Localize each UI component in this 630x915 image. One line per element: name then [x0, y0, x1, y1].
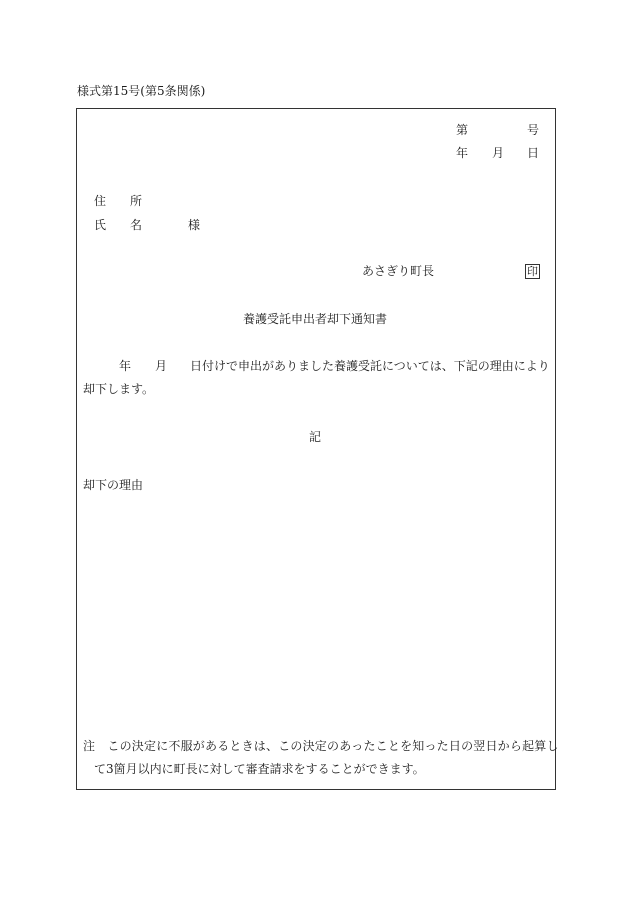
- date-day: 日: [527, 146, 540, 160]
- date-month: 月: [492, 146, 505, 160]
- address-label-char1: 住: [94, 194, 107, 208]
- note-line-2: て3箇月以内に町長に対して審査請求をすることができます。: [94, 762, 425, 776]
- name-label-char1: 氏: [94, 218, 107, 232]
- body-line-1: 日付けで申出がありました養護受託については、下記の理由により: [190, 359, 550, 373]
- body-line-2: 却下します。: [83, 382, 155, 396]
- honorific: 様: [188, 218, 201, 232]
- seal-mark: 印: [527, 265, 538, 278]
- document-frame: [76, 108, 556, 790]
- form-number: 様式第15号(第5条関係): [77, 84, 206, 98]
- name-label-char2: 名: [130, 218, 143, 232]
- body-year: 年: [119, 359, 132, 373]
- address-label-char2: 所: [130, 194, 143, 208]
- sender-title: あさぎり町長: [362, 264, 435, 278]
- number-prefix: 第: [456, 123, 469, 137]
- document-title: 養護受託申出者却下通知書: [242, 312, 387, 326]
- ki-heading: 記: [308, 430, 321, 444]
- date-year: 年: [456, 146, 469, 160]
- note-line-1: 注 この決定に不服があるときは、この決定のあったことを知った日の翌日から起算し: [83, 739, 559, 753]
- reason-label: 却下の理由: [83, 478, 144, 492]
- body-month: 月: [155, 359, 168, 373]
- number-suffix: 号: [527, 123, 540, 137]
